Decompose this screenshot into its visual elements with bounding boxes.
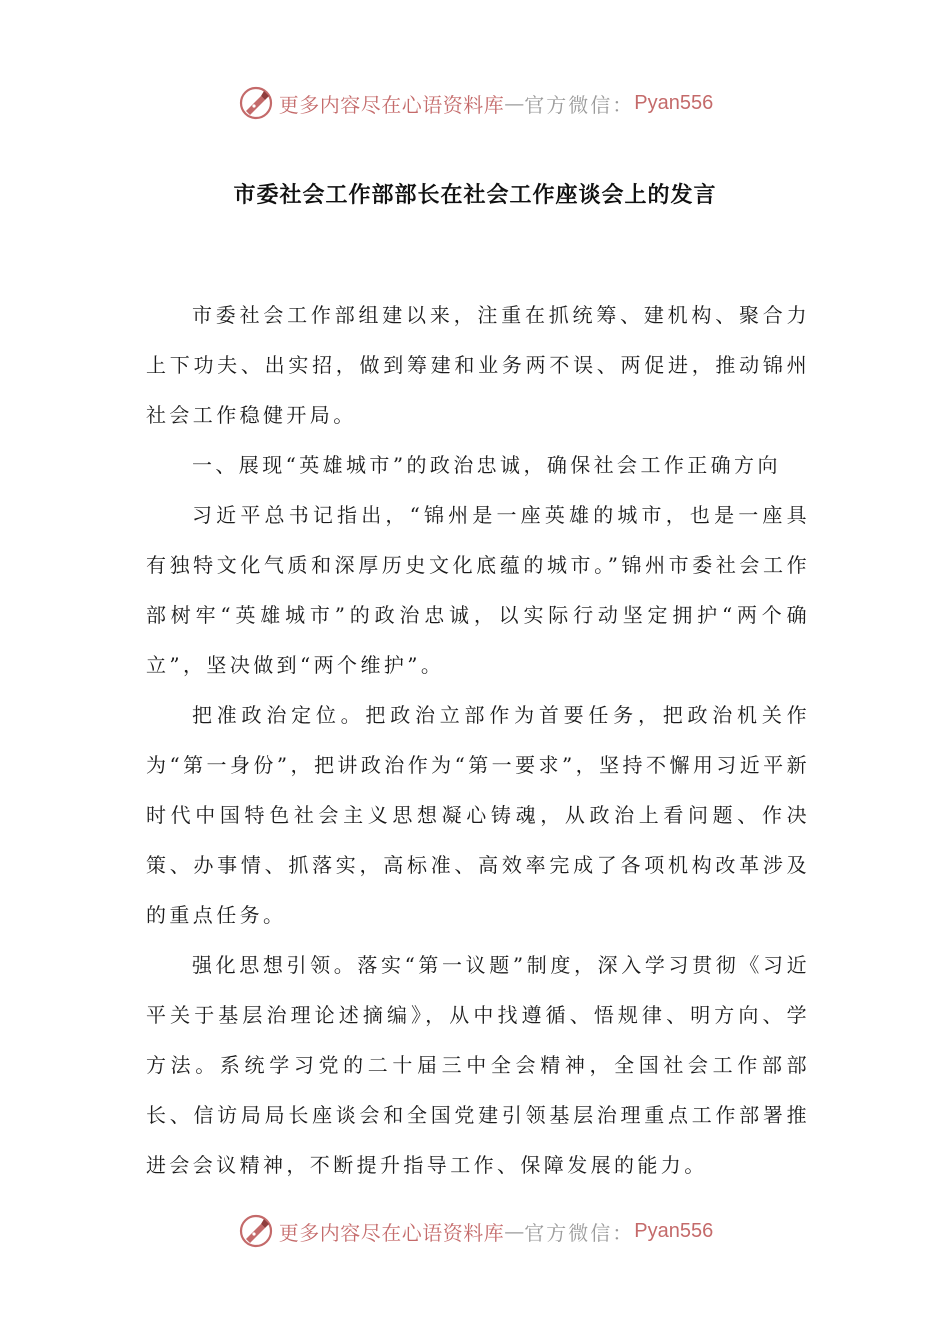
paragraph: 把准政治定位。把政治立部作为首要任务，把政治机关作为“第一身份”，把讲政治作为“第一要求”，坚持不懈用习近平新时代中国特色社会主义思想凝心铸魂，从政治上看问题、作决策、办事情、抓落实，高标准、高效率完成了各项机构改革涉及的重点任务。 — [146, 703, 810, 927]
paragraph: 强化思想引领。落实“第一议题”制度，深入学习贯彻《习近平关于基层治理论述摘编》，从中找遵循、悟规律、明方向、学方法。系统学习党的二十届三中全会精神，全国社会工作部部长、信访局局长座谈会和全国党建引领基层治理重点工作部署推进会会议精神，不断提升指导工作、保障发展的能力。 — [146, 953, 810, 1177]
banner-wechat-id: Pyan556 — [634, 1219, 714, 1242]
paragraph: 习近平总书记指出，“锦州是一座英雄的城市，也是一座具有独特文化气质和深厚历史文化底蕴的城市。”锦州市委社会工作部树牢“英雄城市”的政治忠诚，以实际行动坚定拥护“两个确立”，坚决做到“两个维护”。 — [146, 503, 810, 677]
pen-nib-logo-icon — [237, 84, 275, 122]
section-heading: 一、展现“英雄城市”的政治忠诚，确保社会工作正确方向 — [192, 453, 781, 477]
banner-subtitle: 官方微信： — [524, 92, 635, 117]
banner-wechat-id: Pyan556 — [634, 91, 714, 114]
header-banner — [0, 78, 950, 128]
banner-subtitle: 官方微信： — [524, 1220, 635, 1245]
pen-nib-logo-icon — [237, 1212, 275, 1250]
banner-separator: — — [504, 91, 525, 115]
paragraph: 市委社会工作部组建以来，注重在抓统筹、建机构、聚合力上下功夫、出实招，做到筹建和业务两不误、两促进，推动锦州社会工作稳健开局。 — [146, 303, 810, 427]
banner-text: 更多内容尽在心语资料库 — [278, 92, 505, 117]
document-body — [146, 290, 810, 1190]
footer-banner — [0, 1206, 950, 1256]
banner-separator: — — [504, 1219, 525, 1243]
banner-text: 更多内容尽在心语资料库 — [278, 1220, 505, 1245]
document-title: 市委社会工作部部长在社会工作座谈会上的发言 — [233, 183, 717, 208]
